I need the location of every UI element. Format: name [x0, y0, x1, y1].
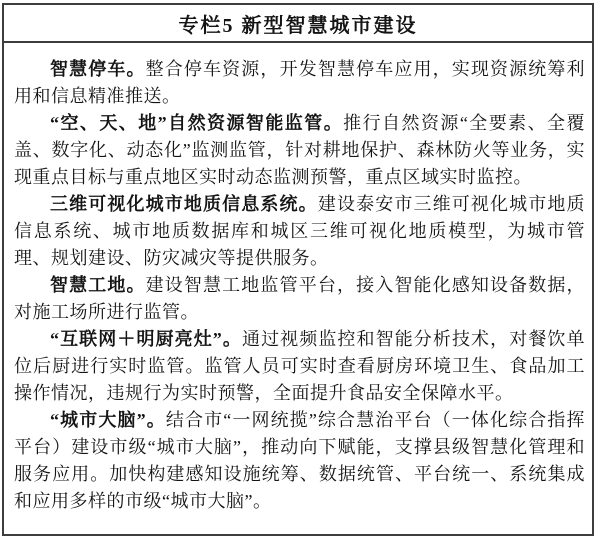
paragraph-text: 通过视频监控和智能分析技术，对餐饮单位后厨进行实时监管。监管人员可实时查看厨房环境卫生、食品加工操作情况，违规行为实时预警，全面提升食品安全保障水平。: [14, 329, 586, 403]
column-title: [4, 5, 592, 43]
column-box: [2, 3, 594, 536]
paragraph-text: 结合市“一网统揽”综合慧治平台（一体化综合指挥平台）建设市级“城市大脑”，推动向下赋能，支撑县级智慧化管理和服务应用。加快构建感知设施统筹、数据统管、平台统一、系统集成和应用多样的市级“城市大脑”。: [14, 410, 586, 511]
column-title-text: 专栏5 新型智慧城市建设: [178, 14, 418, 37]
paragraph-lead: “空、天、地”自然资源智能监管。: [50, 113, 344, 133]
paragraph-3d-geology-system: [14, 191, 585, 272]
paragraph-lead: 智慧工地。: [50, 275, 146, 295]
paragraph-text: 建设泰安市三维可视化城市地质信息系统、城市地质数据库和城区三维可视化地质模型，为城市管理、规划建设、防灾减灾等提供服务。: [14, 194, 586, 268]
paragraph-smart-construction-site: [14, 272, 585, 326]
paragraph-city-brain: [14, 407, 585, 515]
paragraph-text: 建设智慧工地监管平台，接入智能化感知设备数据，对施工场所进行监管。: [14, 275, 586, 322]
paragraph-natural-resource-monitoring: [14, 110, 585, 191]
paragraph-internet-bright-kitchen: [14, 326, 585, 407]
paragraph-smart-parking: [14, 56, 585, 110]
paragraph-lead: 三维可视化城市地质信息系统。: [50, 194, 318, 214]
column-body: [4, 43, 592, 515]
paragraph-text: 推行自然资源“全要素、全覆盖、数字化、动态化”监测监管，针对耕地保护、森林防火等业务，实现重点目标与重点地区实时动态监测预警，重点区域实时监控。: [14, 113, 586, 187]
paragraph-text: 整合停车资源，开发智慧停车应用，实现资源统筹利用和信息精准推送。: [14, 59, 586, 106]
paragraph-lead: “城市大脑”。: [50, 410, 166, 430]
paragraph-lead: “互联网＋明厨亮灶”。: [50, 329, 242, 349]
paragraph-lead: 智慧停车。: [50, 59, 146, 79]
